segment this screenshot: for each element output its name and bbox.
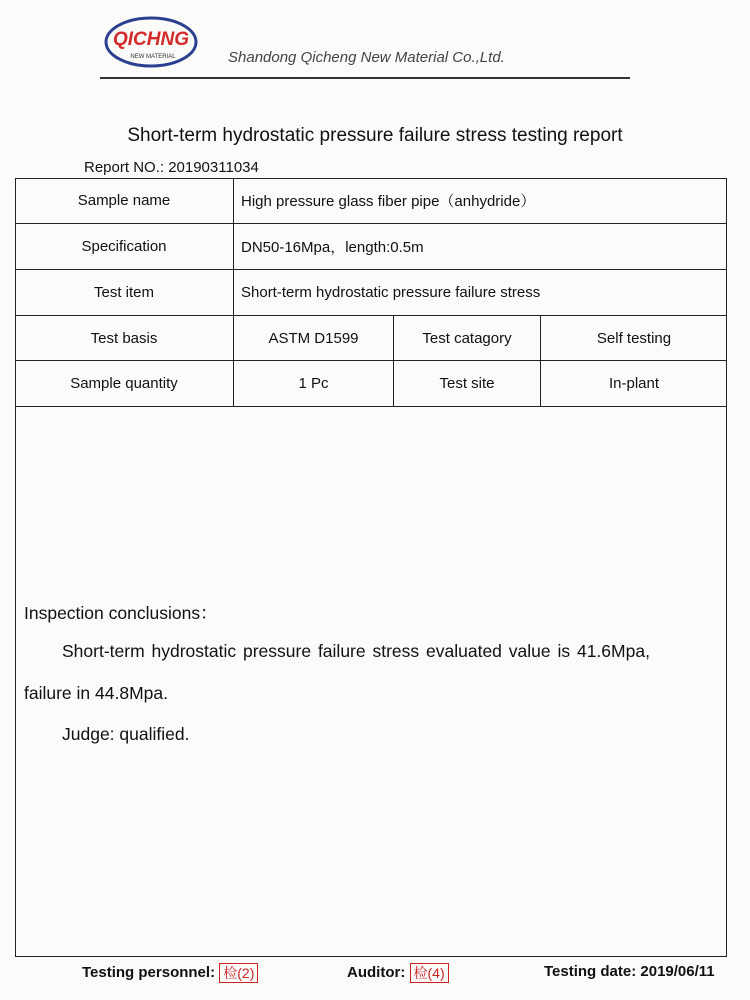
row-sample-name: [15, 178, 727, 224]
row-test-item: [15, 270, 727, 316]
conclusion-line-1: Short-term hydrostatic pressure failure stress evaluated value is 41.6Mpa,: [62, 641, 650, 661]
row-test-basis: [15, 316, 727, 361]
cell-label: Sample quantity: [70, 375, 178, 392]
cell-value: High pressure glass fiber pipe（anhydride）: [233, 178, 727, 223]
cell-label: Test item: [93, 284, 154, 301]
auditor: [347, 963, 449, 983]
auditor-label: Auditor:: [347, 963, 406, 981]
cell-label: Test basis: [90, 329, 158, 347]
row-sample-quantity: [15, 361, 727, 407]
auditor-stamp: 检(4): [410, 963, 449, 983]
judge-line: Judge: qualified.: [62, 724, 190, 744]
row-specification: [15, 224, 727, 270]
testing-date: Testing date: 2019/06/11: [544, 963, 715, 980]
cell-value: 1 Pc: [233, 361, 393, 406]
report-number: Report NO.: 20190311034: [84, 159, 259, 176]
company-logo: [104, 16, 198, 68]
cell-label: Sample name: [77, 192, 171, 209]
cell-value: ASTM D1599: [233, 316, 393, 360]
personnel-label: Testing personnel:: [82, 963, 216, 981]
cell-value: DN50-16Mpa，length:0.5m: [233, 224, 727, 269]
cell-label: Test catagory: [393, 316, 540, 360]
cell-value: Short-term hydrostatic pressure failure stress: [233, 270, 727, 315]
cell-label: Test site: [393, 361, 540, 406]
conclusion-line-2: failure in 44.8Mpa.: [24, 683, 168, 703]
cell-value: Self testing: [540, 316, 727, 360]
header-divider: [100, 77, 630, 79]
logo-text: QICHNG: [113, 29, 189, 50]
company-name: Shandong Qicheng New Material Co.,Ltd.: [228, 49, 505, 66]
testing-personnel: [82, 963, 258, 983]
report-title: Short-term hydrostatic pressure failure stress testing report: [127, 125, 623, 146]
personnel-stamp: 检(2): [219, 963, 258, 983]
logo-subtext: NEW MATERIAL: [130, 54, 176, 60]
cell-value: In-plant: [540, 361, 727, 406]
conclusions-heading: Inspection conclusions：: [24, 603, 218, 623]
cell-label: Specification: [81, 238, 167, 255]
